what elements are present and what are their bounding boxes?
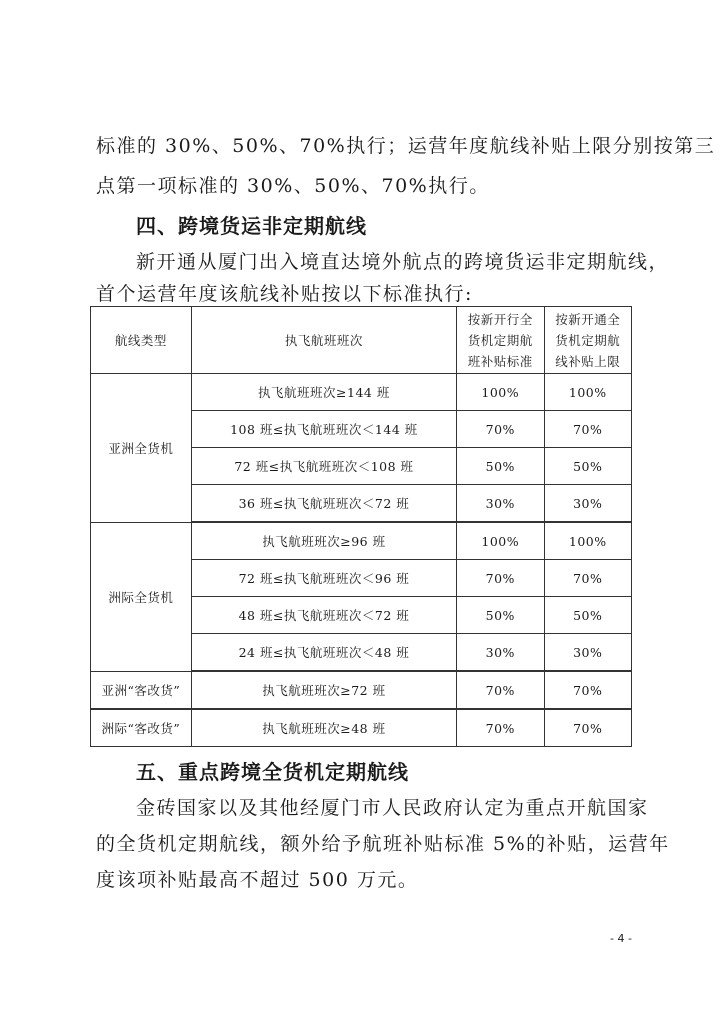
- standard-cell: 100%: [457, 374, 544, 411]
- paragraph-line: 标准的 30%、50%、70%执行；运营年度航线补贴上限分别按第三: [96, 135, 716, 157]
- frequency-cell: 24 班≤执飞航班班次＜48 班: [191, 634, 456, 672]
- cap-cell: 70%: [544, 709, 631, 747]
- paragraph-line: 金砖国家以及其他经厦门市人民政府认定为重点开航国家: [136, 797, 649, 819]
- standard-cell: 70%: [457, 709, 544, 747]
- table-row: [91, 709, 632, 747]
- table-row: [91, 671, 632, 709]
- standard-cell: 70%: [457, 560, 544, 597]
- section-heading-4: 四、跨境货运非定期航线: [136, 214, 367, 238]
- table-row: [91, 522, 632, 560]
- standard-cell: 70%: [457, 411, 544, 448]
- standard-cell: 50%: [457, 597, 544, 634]
- cap-cell: 30%: [544, 485, 631, 523]
- standard-cell: 30%: [457, 485, 544, 523]
- standard-cell: 30%: [457, 634, 544, 672]
- header-standard-line: 货机定期航: [467, 332, 533, 348]
- cap-cell: 100%: [544, 522, 631, 560]
- cap-cell: 50%: [544, 597, 631, 634]
- cap-cell: 50%: [544, 448, 631, 485]
- frequency-cell: 72 班≤执飞航班班次＜96 班: [191, 560, 456, 597]
- table-header-row: [91, 307, 632, 374]
- paragraph-line: 点第一项标准的 30%、50%、70%执行。: [96, 175, 490, 197]
- frequency-cell: 执飞航班班次≥72 班: [191, 671, 456, 709]
- route-type-cell: 亚洲全货机: [91, 374, 192, 523]
- paragraph-line: 新开通从厦门出入境直达境外航点的跨境货运非定期航线，: [136, 251, 670, 273]
- standard-cell: 50%: [457, 448, 544, 485]
- header-frequency: 执飞航班班次: [191, 307, 456, 374]
- frequency-cell: 执飞航班班次≥96 班: [191, 522, 456, 560]
- route-type-cell: 亚洲“客改货”: [91, 671, 192, 709]
- frequency-cell: 36 班≤执飞航班班次＜72 班: [191, 485, 456, 523]
- route-type-cell: 洲际全货机: [91, 522, 192, 671]
- table-row: [91, 374, 632, 411]
- header-cap: [544, 307, 631, 374]
- page-number: - 4 -: [610, 932, 632, 945]
- standard-cell: 70%: [457, 671, 544, 709]
- cap-cell: 100%: [544, 374, 631, 411]
- route-type-cell: 洲际“客改货”: [91, 709, 192, 747]
- cap-cell: 30%: [544, 634, 631, 672]
- subsidy-table: [90, 306, 632, 747]
- header-standard-line: 班补贴标准: [467, 353, 533, 369]
- frequency-cell: 48 班≤执飞航班班次＜72 班: [191, 597, 456, 634]
- cap-cell: 70%: [544, 411, 631, 448]
- paragraph-line: 首个运营年度该航线补贴按以下标准执行:: [96, 283, 473, 305]
- frequency-cell: 执飞航班班次≥144 班: [191, 374, 456, 411]
- frequency-cell: 72 班≤执飞航班班次＜108 班: [191, 448, 456, 485]
- header-standard: [457, 307, 544, 374]
- standard-cell: 100%: [457, 522, 544, 560]
- header-cap-line: 按新开通全: [555, 311, 621, 327]
- header-cap-line: 线补贴上限: [555, 353, 621, 369]
- header-cap-line: 货机定期航: [555, 332, 621, 348]
- header-standard-line: 按新开行全: [467, 311, 533, 327]
- frequency-cell: 108 班≤执飞航班班次＜144 班: [191, 411, 456, 448]
- frequency-cell: 执飞航班班次≥48 班: [191, 709, 456, 747]
- paragraph-line: 度该项补贴最高不超过 500 万元。: [96, 869, 419, 891]
- cap-cell: 70%: [544, 560, 631, 597]
- paragraph-line: 的全货机定期航线，额外给予航班补贴标准 5%的补贴，运营年: [96, 833, 670, 855]
- header-route-type: 航线类型: [91, 307, 192, 374]
- section-heading-5: 五、重点跨境全货机定期航线: [136, 760, 409, 784]
- cap-cell: 70%: [544, 671, 631, 709]
